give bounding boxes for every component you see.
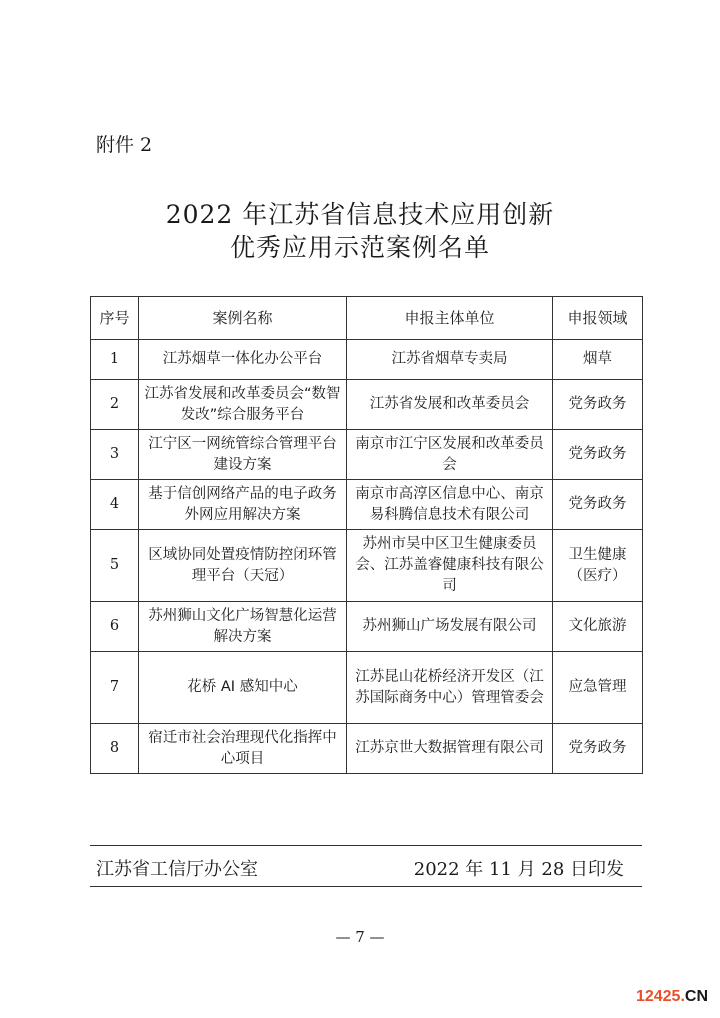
row-field: 应急管理 [553,652,643,724]
row-unit: 江苏省烟草专卖局 [347,340,553,380]
row-no: 1 [91,340,139,380]
row-case-name: 江苏烟草一体化办公平台 [139,340,347,380]
row-field: 党务政务 [553,480,643,530]
document-title-line-2: 优秀应用示范案例名单 [229,233,490,262]
table-row [91,430,643,480]
row-no: 3 [91,430,139,480]
row-case-name: 区域协同处置疫情防控闭环管理平台（天冠） [139,530,347,602]
row-no: 7 [91,652,139,724]
row-field: 党务政务 [553,430,643,480]
header-no: 序号 [91,297,139,340]
row-field: 烟草 [553,340,643,380]
table-row [91,340,643,380]
row-no: 4 [91,480,139,530]
watermark-dot: . [680,988,685,1005]
row-case-name: 江宁区一网统管综合管理平台建设方案 [139,430,347,480]
site-watermark [636,988,708,1006]
issue-date: 2022 年 11 月 28 日印发 [413,859,624,880]
issuing-office: 江苏省工信厅办公室 [96,859,258,880]
row-no: 8 [91,724,139,774]
header-field: 申报领域 [553,297,643,340]
table-row [91,480,643,530]
page-number: — 7 — [335,928,385,946]
row-unit: 苏州狮山广场发展有限公司 [347,602,553,652]
footer-divider-top [90,845,642,846]
row-case-name: 苏州狮山文化广场智慧化运营解决方案 [139,602,347,652]
row-unit: 江苏省发展和改革委员会 [347,380,553,430]
row-field: 党务政务 [553,724,643,774]
row-case-name: 花桥 AI 感知中心 [139,652,347,724]
case-list-table [90,296,643,774]
table-row [91,602,643,652]
row-no: 6 [91,602,139,652]
footer-divider-bottom [90,886,642,887]
row-field: 文化旅游 [553,602,643,652]
attachment-label: 附件 2 [96,134,153,156]
row-unit: 苏州市吴中区卫生健康委员会、江苏盖睿健康科技有限公司 [347,530,553,602]
table-header-row [91,297,643,340]
row-case-name: 宿迁市社会治理现代化指挥中心项目 [139,724,347,774]
row-no: 2 [91,380,139,430]
table-row [91,652,643,724]
watermark-digits: 12425 [635,988,681,1005]
table-row [91,380,643,430]
row-no: 5 [91,530,139,602]
header-unit: 申报主体单位 [347,297,553,340]
document-title-line-1: 2022 年江苏省信息技术应用创新 [165,200,555,229]
row-case-name: 江苏省发展和改革委员会“数智发改”综合服务平台 [139,380,347,430]
row-case-name: 基于信创网络产品的电子政务外网应用解决方案 [139,480,347,530]
row-unit: 江苏昆山花桥经济开发区（江苏国际商务中心）管理管委会 [347,652,553,724]
table-row [91,530,643,602]
header-case-name: 案例名称 [139,297,347,340]
watermark-suffix: CN [684,988,708,1005]
row-unit: 南京市高淳区信息中心、南京易科腾信息技术有限公司 [347,480,553,530]
row-field: 党务政务 [553,380,643,430]
row-unit: 南京市江宁区发展和改革委员会 [347,430,553,480]
row-unit: 江苏京世大数据管理有限公司 [347,724,553,774]
row-field: 卫生健康（医疗） [553,530,643,602]
table-row [91,724,643,774]
